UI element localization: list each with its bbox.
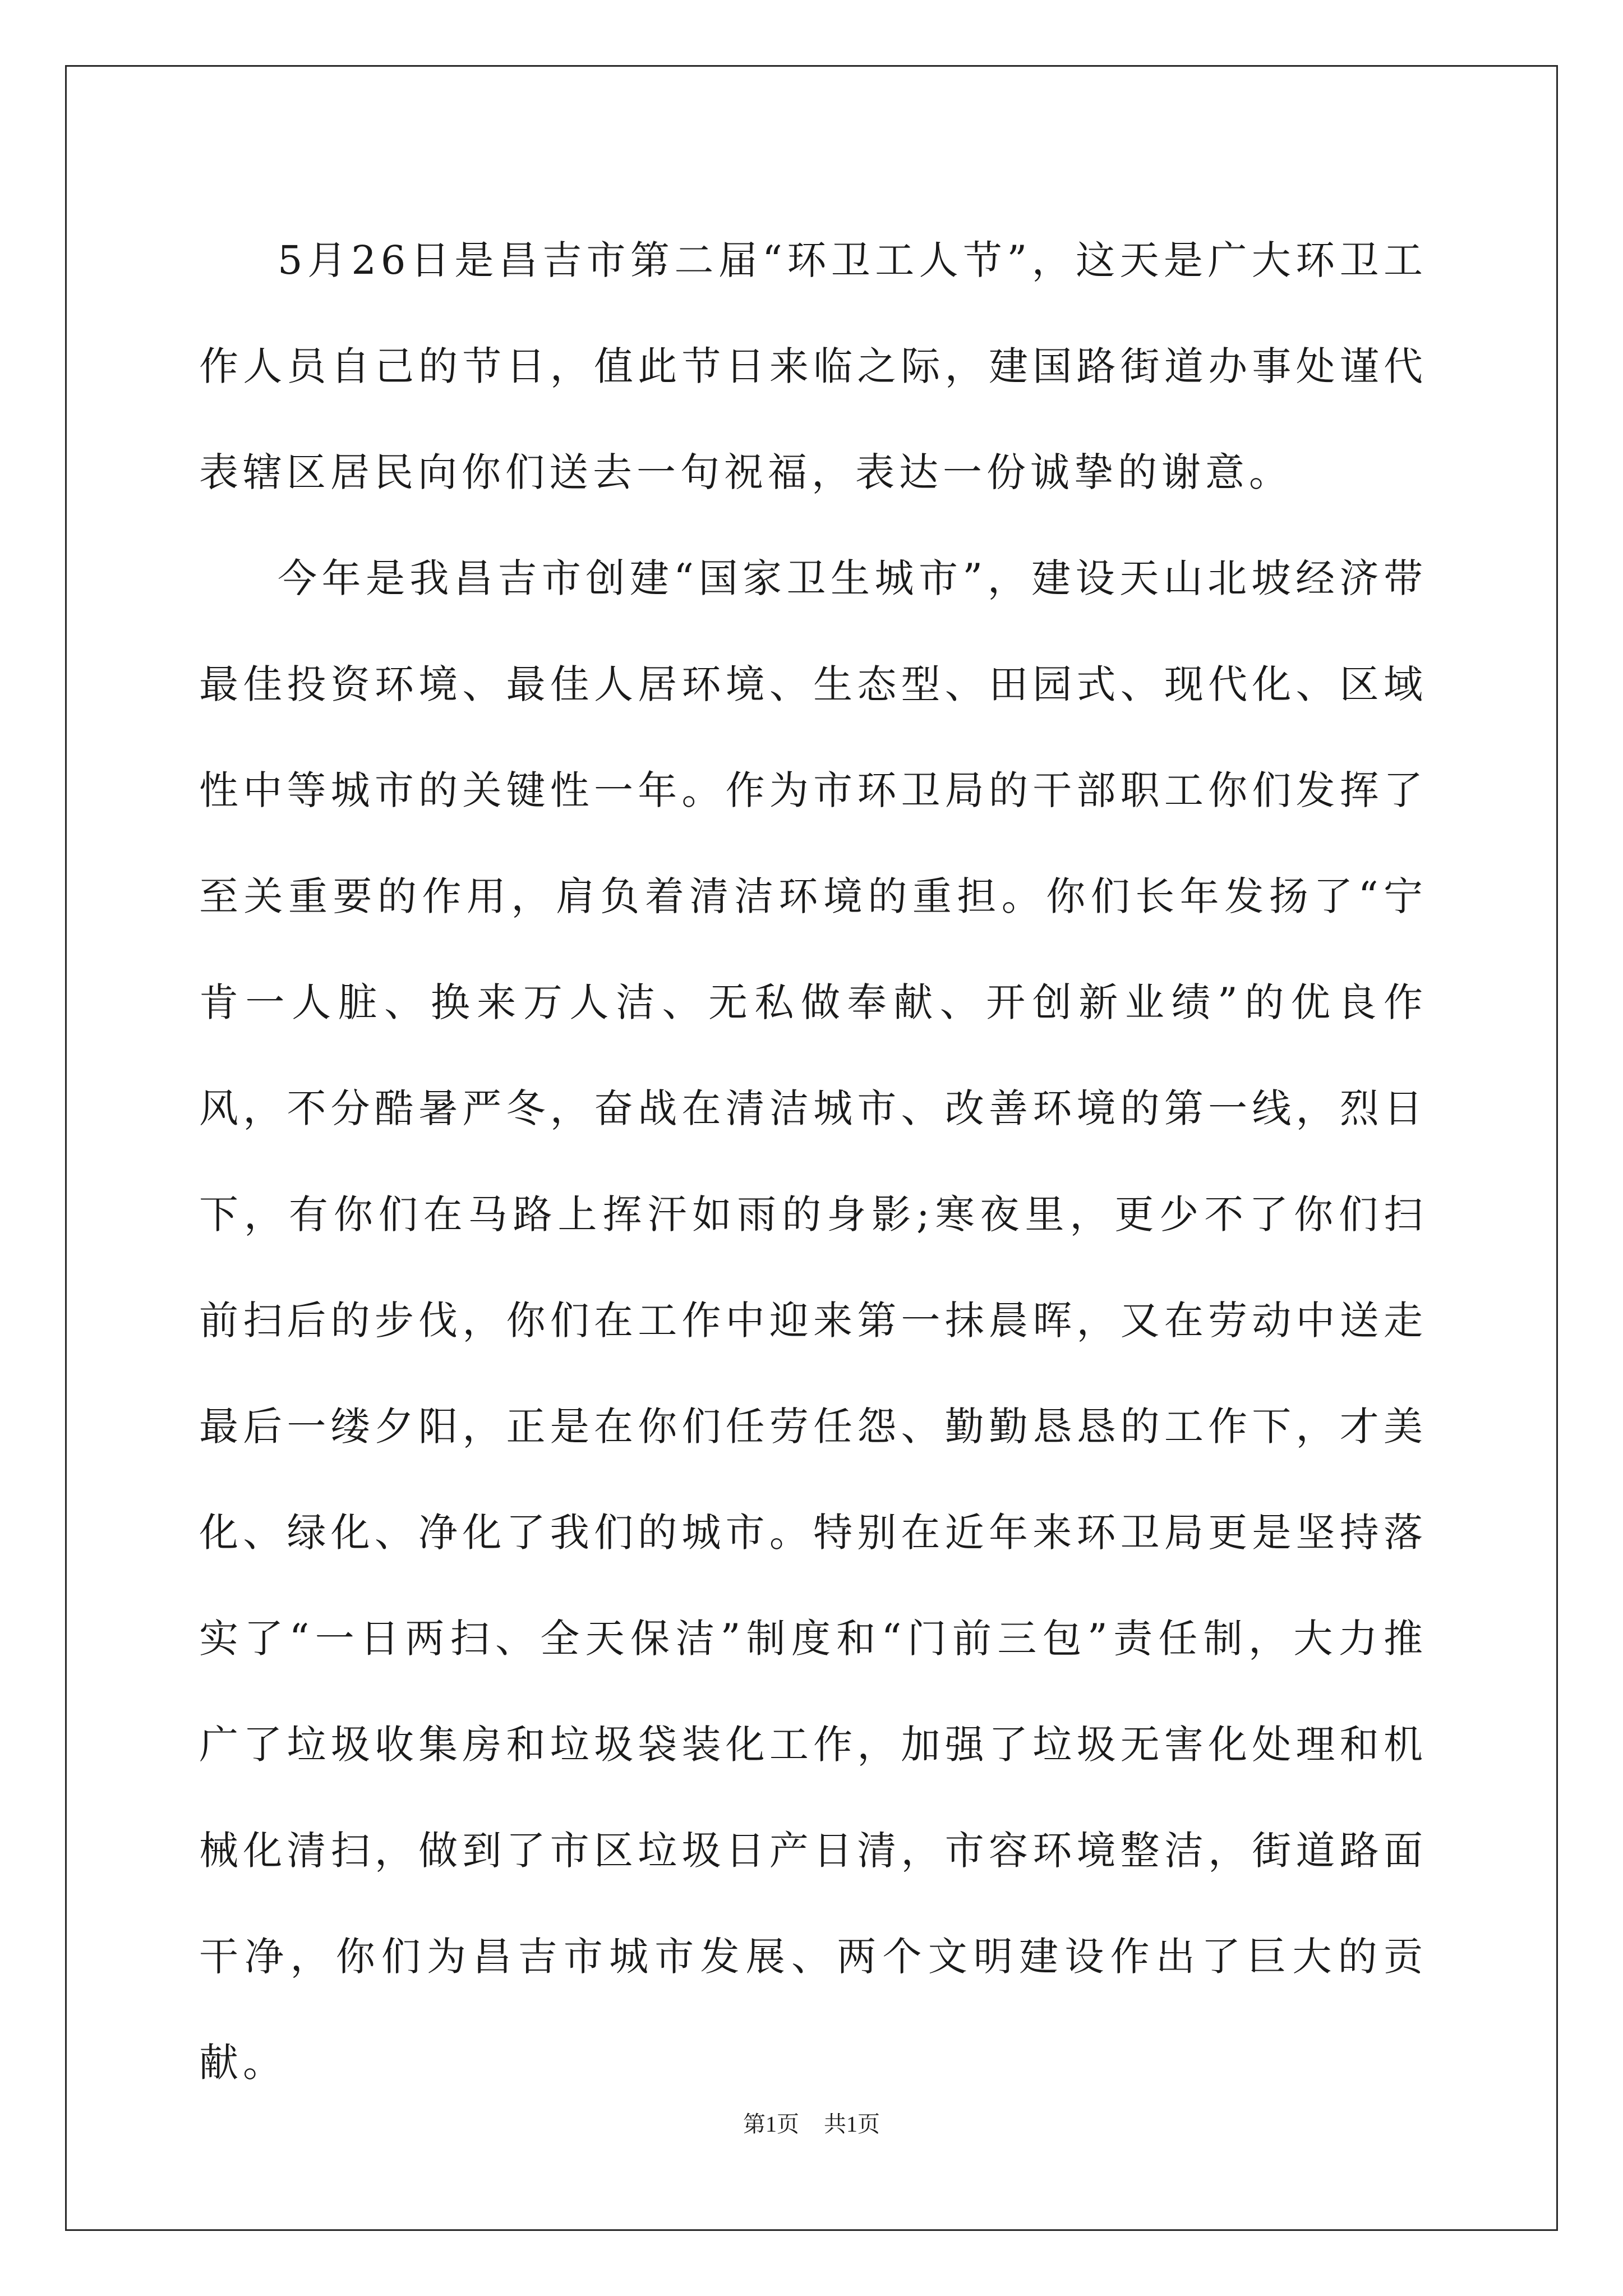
page-total: 共1页 — [824, 2111, 880, 2137]
paragraph-2: 今年是我昌吉市创建“国家卫生城市”，建设天山北坡经济带最佳投资环境、最佳人居环境、生态型、田园式、现代化、区域性中等城市的关键性一年。作为市环卫局的干部职工你们发挥了至关重要的作用，肩负着清洁环境的重担。你们长年发扬了“宁肯一人脏、换来万人洁、无私做奉献、开创新业绩”的优良作风，不分酷暑严冬，奋战在清洁城市、改善环境的第一线，烈日下，有你们在马路上挥汗如雨的身影;寒夜里，更少不了你们扫前扫后的步伐，你们在工作中迎来第一抹晨晖，又在劳动中送走最后一缕夕阳，正是在你们任劳任怨、勤勤恳恳的工作下，才美化、绿化、净化了我们的城市。特别在近年来环卫局更是坚持落实了“一日两扫、全天保洁”制度和“门前三包”责任制，大力推广了垃圾收集房和垃圾袋装化工作，加强了垃圾无害化处理和机械化清扫，做到了市区垃圾日产日清，市容环境整洁，街道路面干净，你们为昌吉市城市发展、两个文明建设作出了巨大的贡献。 — [199, 555, 1427, 2086]
page-footer — [0, 2110, 1623, 2138]
document-body — [199, 208, 1427, 2116]
paragraph-1: 5月26日是昌吉市第二届“环卫工人节”，这天是广大环卫工作人员自己的节日，值此节日来临之际，建国路街道办事处谨代表辖区居民向你们送去一句祝福，表达一份诚挚的谢意。 — [199, 237, 1427, 495]
page-number: 第1页 — [743, 2111, 799, 2137]
